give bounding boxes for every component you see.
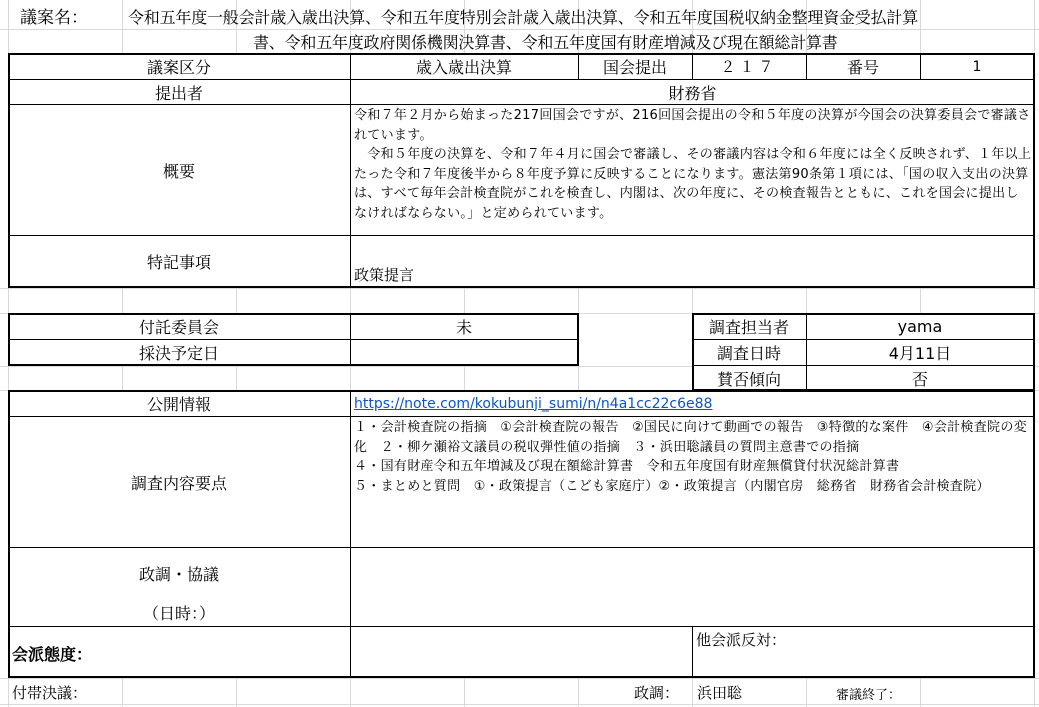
review-end-label: 審議終了：	[836, 687, 902, 703]
diet-number-value[interactable]: ２１７	[720, 58, 778, 76]
bill-name-label: 議案名：	[20, 7, 88, 28]
other-faction-label: 他会派反対：	[696, 630, 787, 649]
tendency-value[interactable]: 否	[911, 369, 928, 389]
tendency-label: 賛否傾向	[716, 369, 781, 389]
number-label: 番号	[846, 58, 879, 77]
points-text[interactable]: １・会計検査院の指摘 ①会計検査院の報告 ②国民に向けて動画での報告 ③特徴的な案件 ④会計検査院の変化 ２・柳ケ瀬裕文議員の税収弾性値の指摘 ３・浜田聡議員の質問主意書での指摘 ４・国有財産令和五年増減及び現在額総計算書 令和五年度国有財産無償貸付状況総計算書 ５・まとめと質問 ①・政策提言（こども家庭庁）②・政策提言（内閣官房 総務省 財務省会計検査院）	[354, 420, 1027, 494]
investigator-label: 調査担当者	[708, 318, 789, 337]
public-info-link[interactable]: https://note.com/kokubunji_sumi/n/n4a1cc22c6e88	[354, 395, 713, 412]
committee-label: 付託委員会	[138, 318, 219, 337]
consult-label: 政調・協議	[138, 564, 219, 584]
survey-date-value[interactable]: 4月11日	[888, 344, 952, 363]
points-label: 調査内容要点	[130, 473, 227, 493]
summary-label: 概要	[162, 161, 195, 181]
category-label: 議案区分	[146, 58, 211, 77]
policy-label: 政調：	[634, 683, 680, 702]
resolution-label: 付帯決議：	[12, 683, 88, 702]
vote-date-label: 採決予定日	[138, 344, 219, 363]
special-notes-value[interactable]: 政策提言	[354, 265, 415, 284]
number-value[interactable]: 1	[972, 58, 982, 75]
public-info-link-cell	[354, 391, 712, 416]
consult-datetime-label: （日時：）	[142, 603, 215, 623]
submitter-value[interactable]: 財務省	[668, 83, 717, 103]
diet-label: 国会提出	[602, 58, 667, 77]
bill-title-line1: 令和五年度一般会計歳入歳出決算、令和五年度特別会計歳入歳出決算、令和五年度国税収納金整理資金受払計算	[128, 7, 919, 27]
investigator-value[interactable]: yama	[897, 317, 943, 336]
public-info-label: 公開情報	[146, 395, 211, 414]
submitter-label: 提出者	[154, 83, 203, 103]
survey-date-label: 調査日時	[716, 344, 781, 363]
policy-value[interactable]: 浜田聡	[697, 683, 743, 702]
bill-title-line2: 書、令和五年度政府関係機関決算書、令和五年度国有財産増減及び現在額総計算書	[253, 32, 838, 52]
summary-text[interactable]: 令和７年２月から始まった217回国会ですが、216回国会提出の令和５年度の決算が今国会の決算委員会で審議されています。 令和５年度の決算を、令和７年４月に国会で審議し、その審議内容は令和６年度には全く反映されず、１年以上たった令和７年度後半から８年度予算に反映することになります。憲法第90条第１項には、「国の収入支出の決算は、すべて毎年会計検査院がこれを検査し、内閣は、次の年度に、その検査報告とともに、これを国会に提出しなければならない。」と定められています。	[354, 108, 1032, 221]
special-notes-label: 特記事項	[146, 252, 211, 272]
committee-value[interactable]: 未	[455, 318, 472, 337]
vote-date-value[interactable]	[350, 340, 578, 365]
category-value[interactable]: 歳入歳出決算	[415, 58, 512, 77]
faction-attitude-label: 会派態度：	[12, 644, 93, 664]
